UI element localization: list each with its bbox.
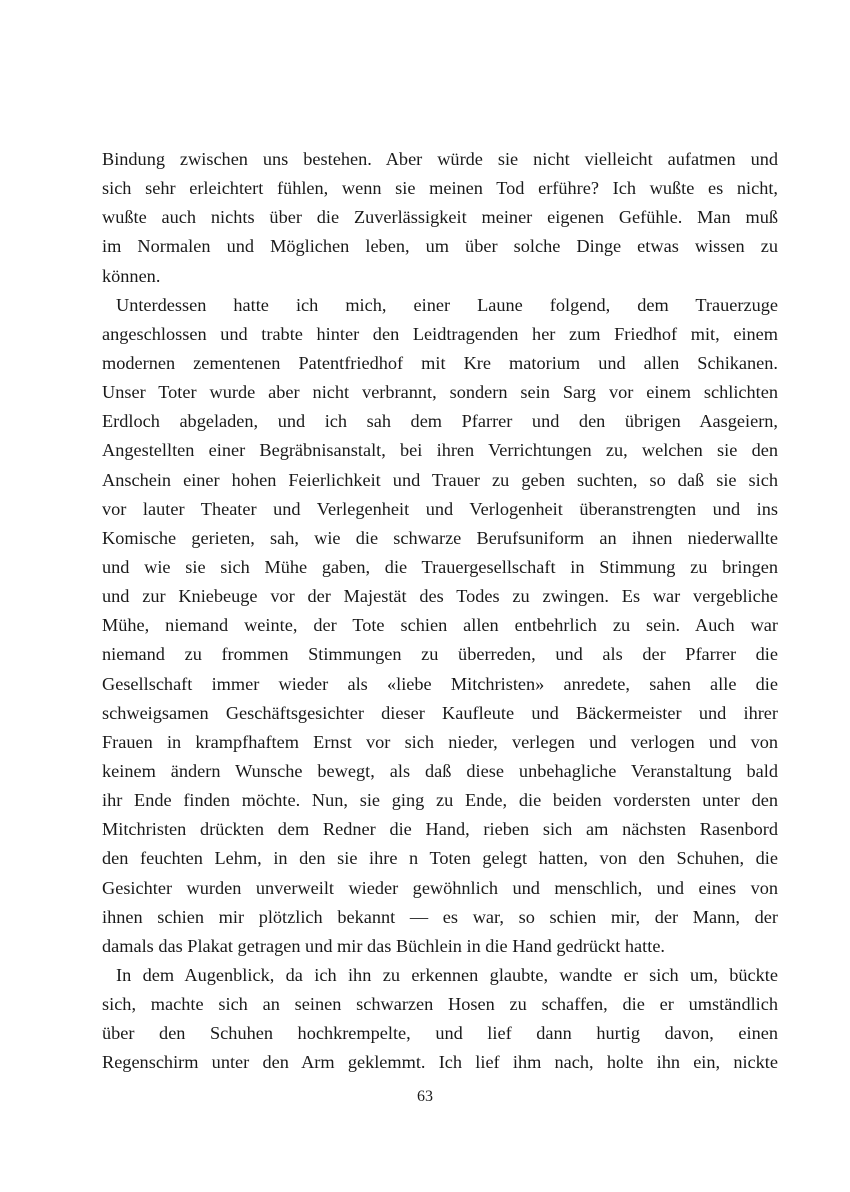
paragraph-3 [102, 961, 778, 1078]
text-line: Anschein einer hohen Feierlichkeit und Trauer zu geben suchten, so daß sie sich [102, 469, 778, 490]
text-line: ihr Ende finden möchte. Nun, sie ging zu Ende, die beiden vordersten unter den [102, 790, 778, 811]
text-line: sich, machte sich an seinen schwarzen Hosen zu schaffen, die er umständlich [102, 994, 778, 1015]
paragraph-2 [102, 291, 778, 961]
text-line: und wie sie sich Mühe gaben, die Trauergesellschaft in Stimmung zu bringen [102, 556, 778, 577]
text-line: ihnen schien mir plötzlich bekannt — es war, so schien mir, der Mann, der [102, 906, 778, 927]
body-text [102, 145, 778, 1078]
text-line: sich sehr erleichtert fühlen, wenn sie meinen Tod erführe? Ich wußte es nicht, [102, 178, 778, 199]
text-line: Unterdessen hatte ich mich, einer Laune folgend, dem Trauerzuge [116, 294, 778, 315]
text-line: im Normalen und Möglichen leben, um über solche Dinge etwas wissen zu [102, 236, 778, 257]
text-line: über den Schuhen hochkrempelte, und lief dann hurtig davon, einen [102, 1023, 778, 1044]
text-line: Komische gerieten, sah, wie die schwarze Berufsuniform an ihnen niederwallte [102, 527, 778, 548]
text-line: Mühe, niemand weinte, der Tote schien allen entbehrlich zu sein. Auch war [102, 615, 778, 636]
text-line: damals das Plakat getragen und mir das Büchlein in die Hand gedrückt hatte. [102, 935, 666, 956]
page-number: 63 [417, 1088, 433, 1105]
text-line: Frauen in krampfhaftem Ernst vor sich nieder, verlegen und verlogen und von [102, 731, 778, 752]
paragraph-1 [102, 145, 778, 291]
text-line: wußte auch nichts über die Zuverlässigkeit meiner eigenen Gefühle. Man muß [102, 207, 778, 228]
text-line: Bindung zwischen uns bestehen. Aber würde sie nicht vielleicht aufatmen und [102, 149, 778, 169]
text-line: Unser Toter wurde aber nicht verbrannt, sondern sein Sarg vor einem schlichten [102, 382, 778, 403]
text-line: können. [102, 265, 161, 286]
text-line: Regenschirm unter den Arm geklemmt. Ich lief ihm nach, holte ihn ein, nickte [102, 1052, 778, 1073]
text-line: Angestellten einer Begräbnisanstalt, bei ihren Verrichtungen zu, welchen sie den [102, 440, 778, 461]
text-line: den feuchten Lehm, in den sie ihre n Toten gelegt hatten, von den Schuhen, die [102, 848, 778, 869]
text-line: modernen zementenen Patentfriedhof mit Kre matorium und allen Schikanen. [102, 352, 778, 373]
text-line: Gesichter wurden unverweilt wieder gewöhnlich und menschlich, und eines von [102, 877, 778, 898]
text-line: und zur Kniebeuge vor der Majestät des Todes zu zwingen. Es war vergebliche [102, 586, 778, 607]
text-line: niemand zu frommen Stimmungen zu überreden, und als der Pfarrer die [102, 644, 778, 665]
text-line: Gesellschaft immer wieder als «liebe Mitchristen» anredete, sahen alle die [102, 673, 778, 694]
text-line: Mitchristen drückten dem Redner die Hand, rieben sich am nächsten Rasenbord [102, 819, 778, 840]
text-line: schweigsamen Geschäftsgesichter dieser Kaufleute und Bäckermeister und ihrer [102, 702, 778, 723]
text-line: angeschlossen und trabte hinter den Leidtragenden her zum Friedhof mit, einem [102, 323, 778, 344]
text-line: keinem ändern Wunsche bewegt, als daß diese unbehagliche Veranstaltung bald [102, 760, 778, 781]
text-line: In dem Augenblick, da ich ihn zu erkennen glaubte, wandte er sich um, bückte [116, 964, 778, 985]
text-line: Erdloch abgeladen, und ich sah dem Pfarrer und den übrigen Aasgeiern, [102, 411, 778, 432]
text-line: vor lauter Theater und Verlegenheit und Verlogenheit überanstrengten und ins [102, 498, 778, 519]
